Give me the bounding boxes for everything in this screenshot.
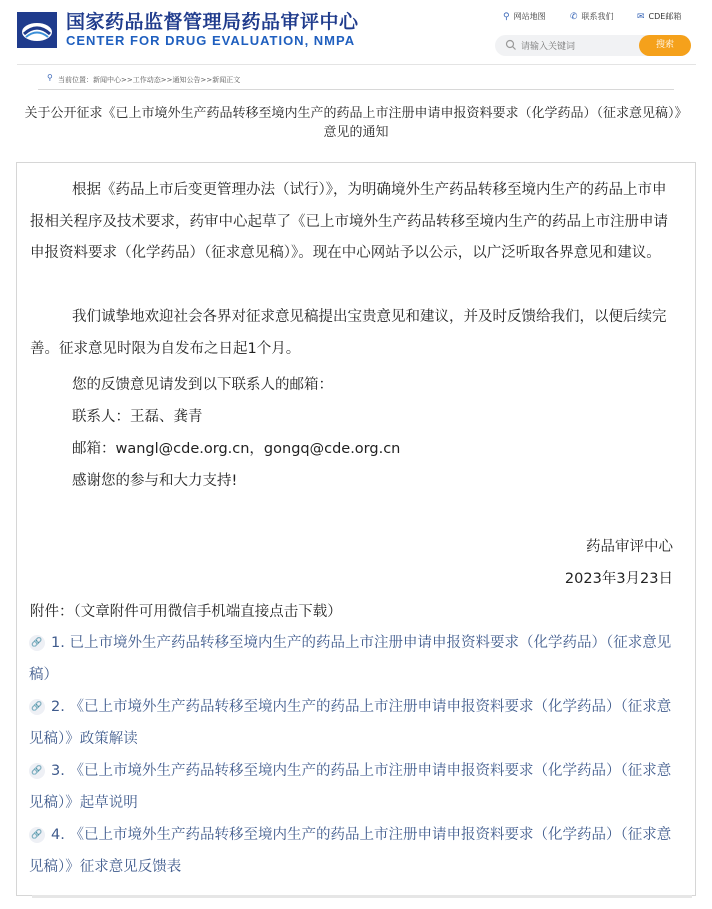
contact-person: 联系人：王磊、龚青	[72, 409, 203, 425]
link-icon: 🔗	[29, 763, 45, 779]
site-title-cn: 国家药品监督管理局药品审评中心	[66, 11, 359, 33]
cde-mail-link[interactable]: ✉ CDE邮箱	[637, 12, 682, 22]
header-divider	[17, 64, 696, 65]
mail-icon: ✉	[637, 12, 645, 22]
cde-logo[interactable]	[17, 12, 57, 48]
paragraph-2: 我们诚挚地欢迎社会各界对征求意见稿提出宝贵意见和建议，并及时反馈给我们，以便后续完善。征求意见时限为自发布之日起1个月。	[30, 309, 667, 357]
breadcrumb: 当前位置：新闻中心>>工作动态>>通知公告>>新闻正文	[58, 76, 241, 84]
attachment-link[interactable]: 🔗 3. 《已上市境外生产药品转移至境内生产的药品上市注册申请申报资料要求（化学药品）（征求意见稿）》起草说明	[29, 763, 672, 811]
contact-link[interactable]: ✆ 联系我们	[570, 12, 614, 22]
search-bar	[495, 35, 691, 56]
breadcrumb-divider	[38, 89, 674, 90]
location-pin-icon: ⚲	[503, 12, 510, 22]
publish-date: 2023年3月23日	[564, 571, 673, 587]
feedback-line: 您的反馈意见请发到以下联系人的邮箱：	[72, 377, 333, 393]
article-title: 关于公开征求《已上市境外生产药品转移至境内生产的药品上市注册申请申报资料要求（化学药品）（征求意见稿）》意见的通知	[24, 106, 688, 140]
site-header	[0, 0, 712, 64]
attachments-label: 附件：（文章附件可用微信手机端直接点击下载）	[30, 604, 342, 620]
search-button[interactable]: 搜索	[639, 35, 691, 56]
search-input[interactable]	[519, 37, 633, 56]
content-bottom-border	[32, 895, 692, 898]
link-icon: 🔗	[29, 635, 45, 651]
article-body	[16, 162, 696, 896]
phone-icon: ✆	[570, 12, 578, 22]
link-icon: 🔗	[29, 699, 45, 715]
attachment-link[interactable]: 🔗 4. 《已上市境外生产药品转移至境内生产的药品上市注册申请申报资料要求（化学药品）（征求意见稿）》征求意见反馈表	[29, 827, 672, 875]
attachment-link[interactable]: 🔗 2. 《已上市境外生产药品转移至境内生产的药品上市注册申请申报资料要求（化学药品）（征求意见稿）》政策解读	[29, 699, 672, 747]
search-icon	[505, 39, 517, 51]
location-pin-icon: ⚲	[47, 73, 53, 82]
link-icon: 🔗	[29, 827, 45, 843]
signature: 药品审评中心	[586, 539, 673, 555]
contact-email: 邮箱：wangl@cde.org.cn，gongq@cde.org.cn	[72, 441, 401, 457]
attachment-link[interactable]: 🔗 1. 已上市境外生产药品转移至境内生产的药品上市注册申请申报资料要求（化学药品）（征求意见稿）	[29, 635, 672, 683]
thanks-line: 感谢您的参与和大力支持!	[72, 473, 238, 489]
site-title-en: CENTER FOR DRUG EVALUATION, NMPA	[66, 33, 356, 48]
paragraph-1: 根据《药品上市后变更管理办法（试行）》，为明确境外生产药品转移至境内生产的药品上市申报相关程序及技术要求，药审中心起草了《已上市境外生产药品转移至境内生产的药品上市注册申请申报资料要求（化学药品）（征求意见稿）》。现在中心网站予以公示，以广泛听取各界意见和建议。	[30, 182, 668, 261]
site-map-link[interactable]: ⚲ 网站地图	[503, 12, 546, 22]
